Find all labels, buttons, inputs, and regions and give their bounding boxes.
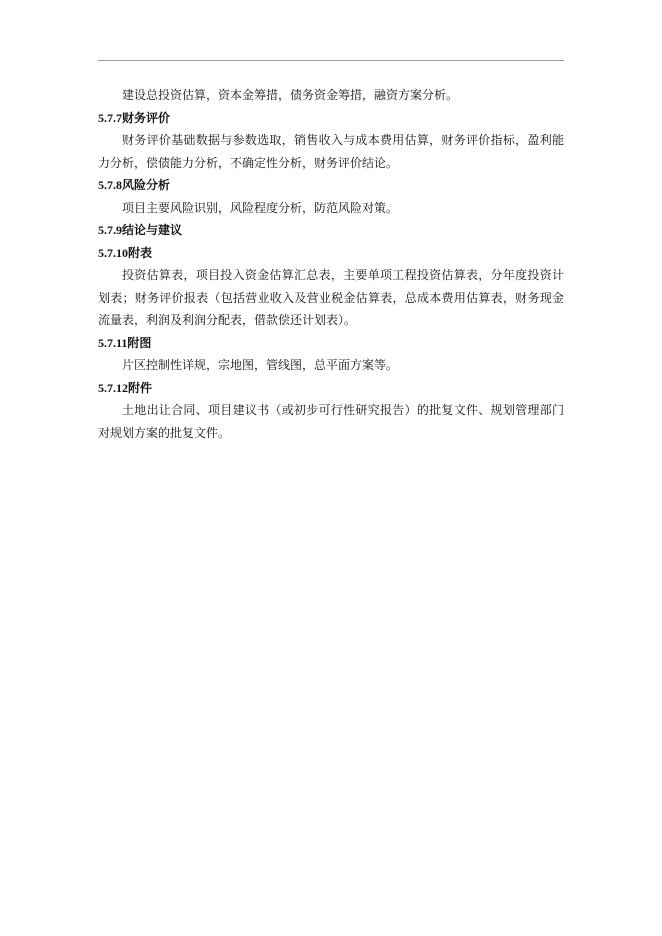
heading-5-7-8: [98, 174, 564, 197]
paragraph-attachments: 土地出让合同、项目建议书（或初步可行性研究报告）的批复文件、规划管理部门对规划方案的批复文件。: [98, 403, 564, 440]
heading-number: 5.7.8: [98, 178, 122, 192]
document-body: [98, 84, 564, 444]
heading-5-7-12: [98, 377, 564, 400]
heading-5-7-11: [98, 332, 564, 355]
paragraph-financial-evaluation: 财务评价基础数据与参数选取，销售收入与成本费用估算，财务评价指标，盈利能力分析，偿债能力分析，不确定性分析，财务评价结论。: [98, 133, 564, 170]
header-rule: [98, 60, 564, 61]
paragraph-risk-analysis: 项目主要风险识别，风险程度分析，防范风险对策。: [122, 200, 399, 215]
heading-title: 财务评价: [122, 110, 171, 125]
heading-number: 5.7.7: [98, 110, 122, 125]
heading-title: 附图: [127, 335, 152, 350]
paragraph-attached-drawings: 片区控制性详规，宗地图，管线图，总平面方案等。: [122, 358, 399, 372]
heading-number: 5.7.9: [98, 223, 122, 237]
heading-title: 风险分析: [122, 178, 171, 192]
heading-title: 附件: [128, 380, 153, 395]
heading-title: 附表: [128, 245, 153, 260]
heading-5-7-9: [98, 219, 564, 242]
paragraph-investment: 建设总投资估算，资本金筹措，债务资金筹措，融资方案分析。: [122, 88, 459, 102]
heading-5-7-7: [98, 107, 564, 130]
heading-number: 5.7.11: [98, 335, 128, 350]
heading-title: 结论与建议: [122, 223, 183, 237]
heading-number: 5.7.10: [98, 245, 128, 260]
heading-number: 5.7.12: [98, 380, 128, 395]
paragraph-attached-tables: 投资估算表，项目投入资金估算汇总表，主要单项工程投资估算表，分年度投资计划表；财务评价报表（包括营业收入及营业税金估算表，总成本费用估算表，财务现金流量表，利润及利润分配表，借款偿还计划表）。: [98, 268, 564, 327]
heading-5-7-10: [98, 242, 564, 265]
